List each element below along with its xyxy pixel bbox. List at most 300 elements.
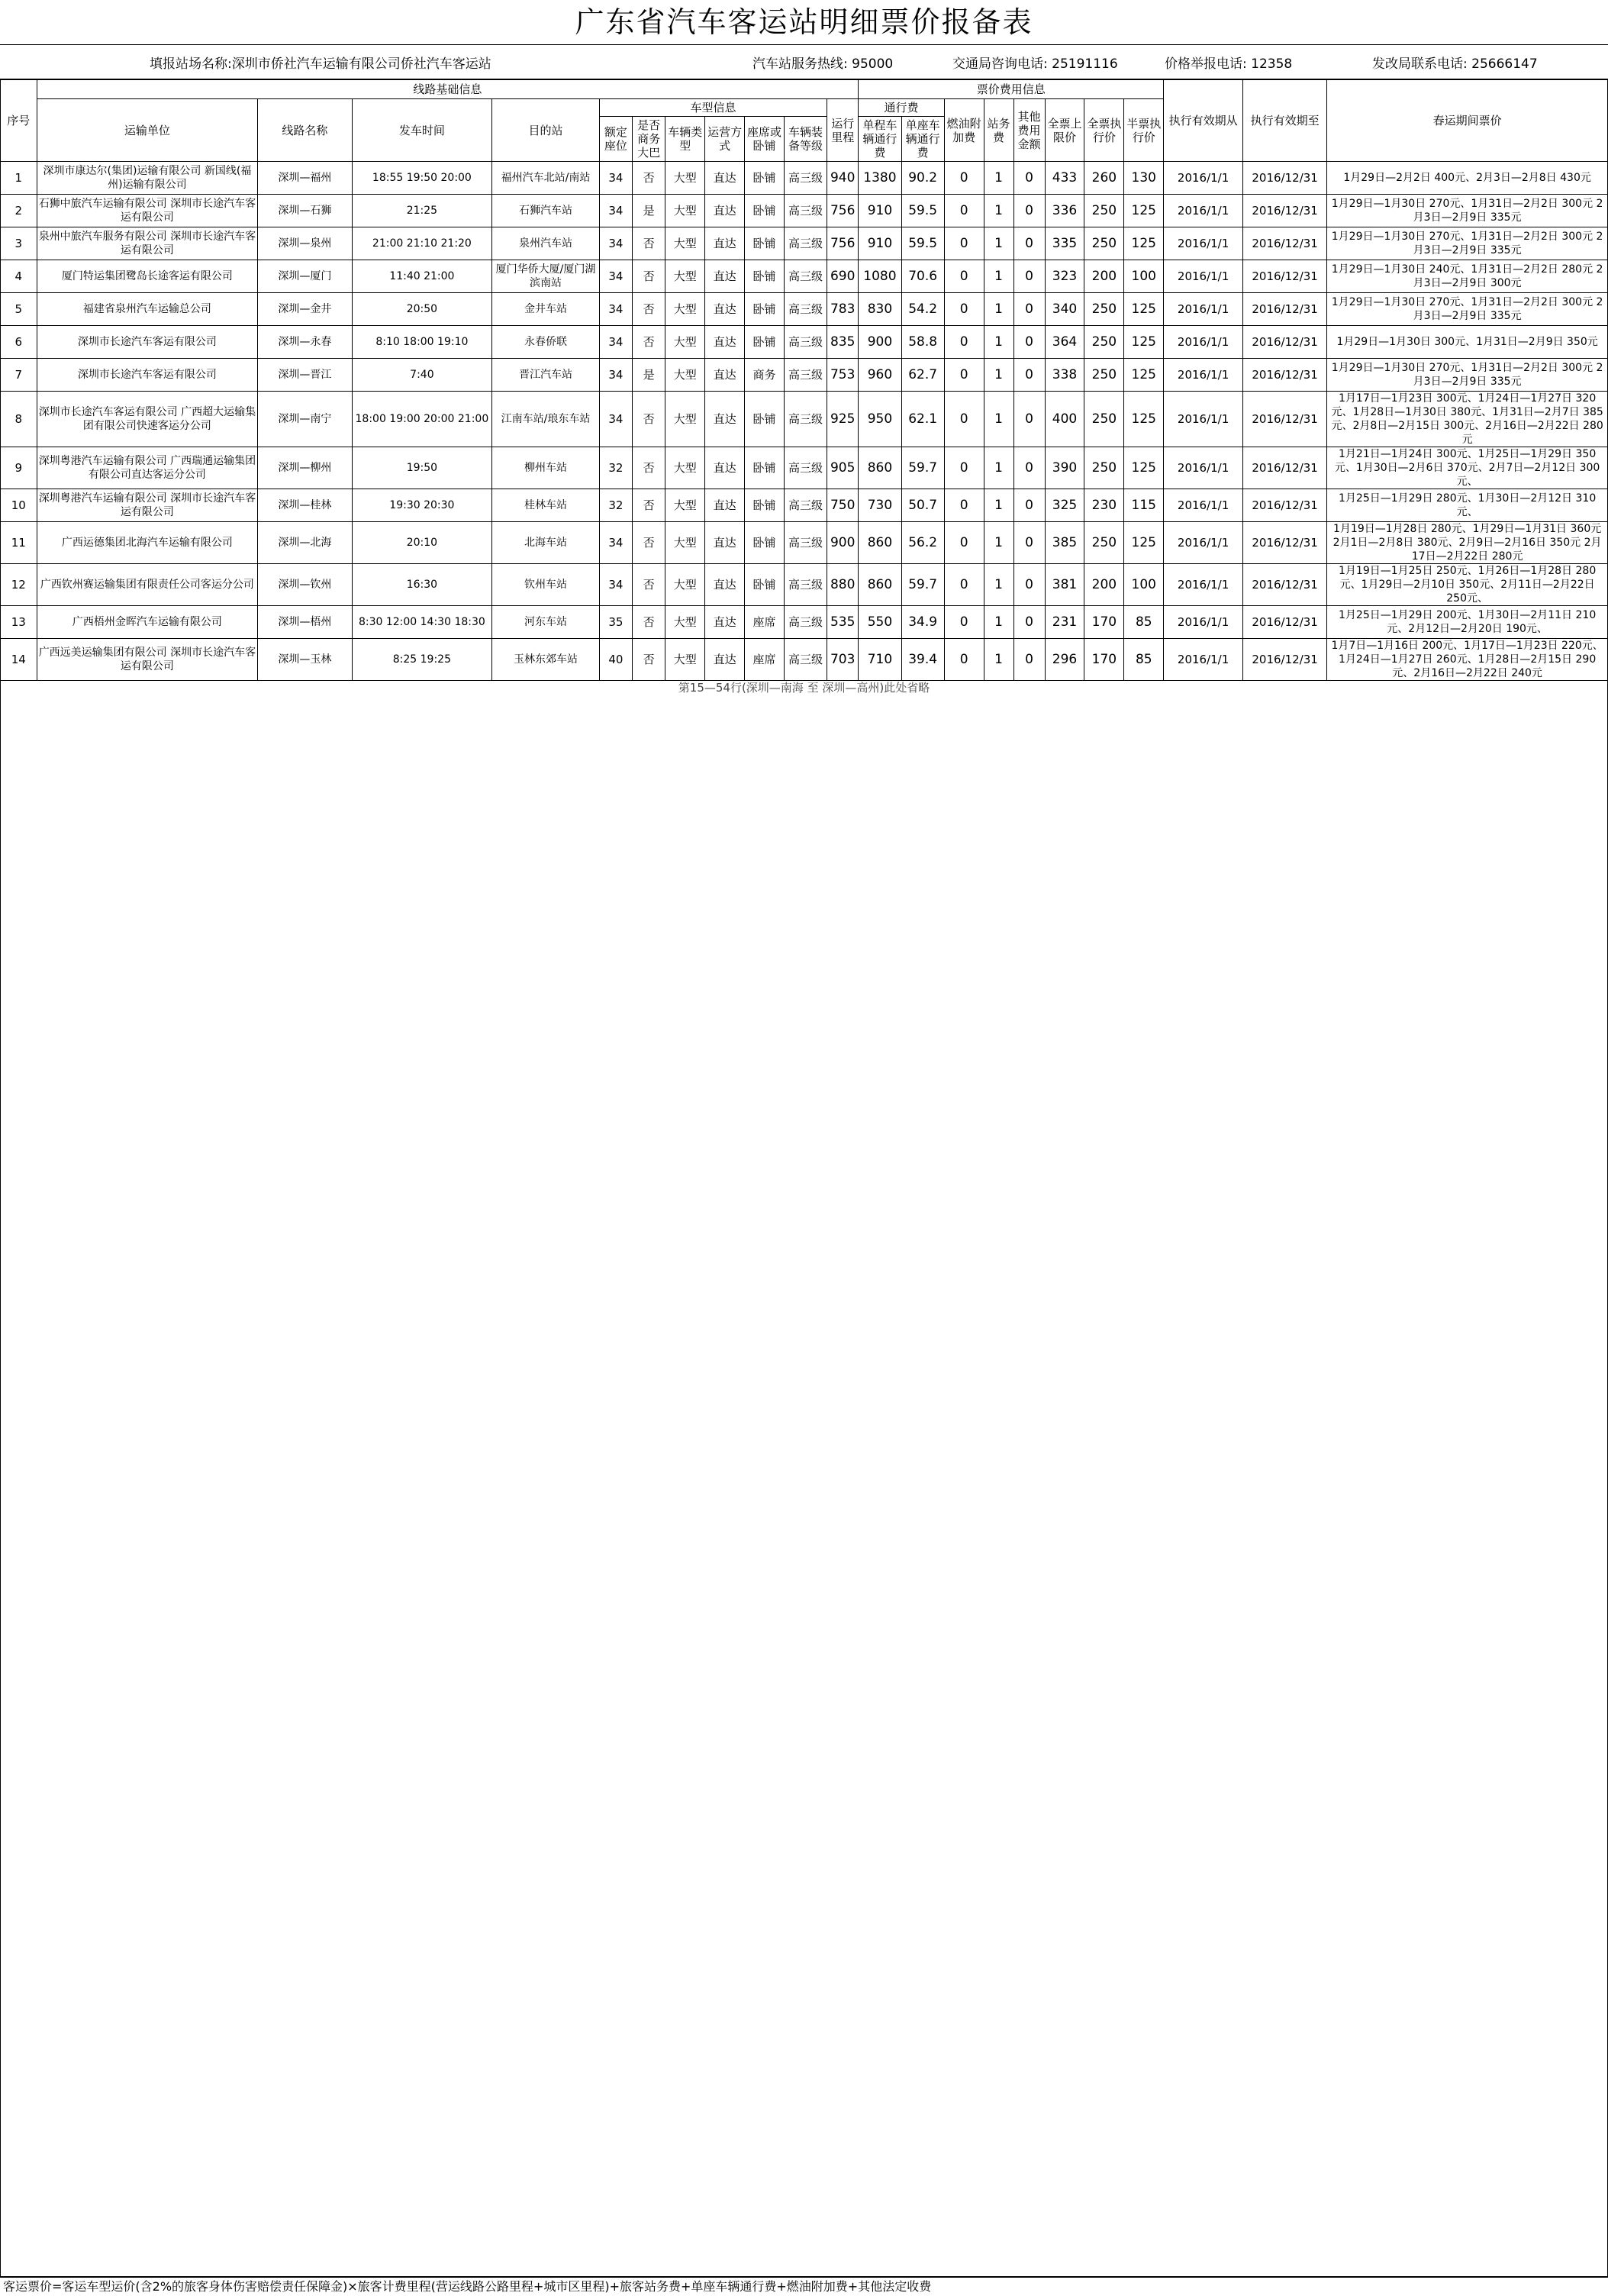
toll_seat-cell: 54.2 xyxy=(901,293,944,326)
toll_single-cell: 730 xyxy=(859,489,901,522)
depart-time-cell: 21:00 21:10 21:20 xyxy=(352,227,492,260)
depart-time-cell: 8:30 12:00 14:30 18:30 xyxy=(352,606,492,639)
vtype-cell: 大型 xyxy=(665,162,705,195)
mode-cell: 直达 xyxy=(705,326,745,359)
half-cell: 125 xyxy=(1124,447,1164,489)
full-cell: 250 xyxy=(1084,447,1124,489)
row-no: 3 xyxy=(1,227,37,260)
toll_single-cell: 860 xyxy=(859,447,901,489)
toll_seat-cell: 56.2 xyxy=(901,522,944,564)
to-cell: 2016/12/31 xyxy=(1242,162,1326,195)
business-cell: 否 xyxy=(633,392,665,447)
page-title: 广东省汽车客运站明细票价报备表 xyxy=(0,0,1608,45)
station-info-bar xyxy=(0,45,1608,79)
operator-cell: 深圳市长途汽车客运有限公司 xyxy=(37,359,258,392)
toll_single-cell: 550 xyxy=(859,606,901,639)
toll_seat-cell: 62.7 xyxy=(901,359,944,392)
route-cell: 深圳—厦门 xyxy=(258,260,352,293)
vtype-cell: 大型 xyxy=(665,359,705,392)
from-cell: 2016/1/1 xyxy=(1164,392,1243,447)
depart-time-cell: 20:50 xyxy=(352,293,492,326)
toll_single-cell: 910 xyxy=(859,195,901,227)
to-cell: 2016/12/31 xyxy=(1242,293,1326,326)
spring-fare-cell: 1月29日—2月2日 400元、2月3日—2月8日 430元 xyxy=(1327,162,1608,195)
seats-cell: 34 xyxy=(599,162,632,195)
fuel-cell: 0 xyxy=(944,606,984,639)
depart-time-cell: 18:00 19:00 20:00 21:00 xyxy=(352,392,492,447)
station-cell: 1 xyxy=(984,260,1013,293)
station-cell: 1 xyxy=(984,227,1013,260)
other-cell: 0 xyxy=(1013,326,1045,359)
seat-cell: 商务 xyxy=(745,359,785,392)
col-fuel: 燃油附加费 xyxy=(944,99,984,162)
destination-cell: 桂林车站 xyxy=(492,489,600,522)
price-report-phone: 价格举报电话: 12358 xyxy=(1165,56,1293,72)
station-cell: 1 xyxy=(984,606,1013,639)
fuel-cell: 0 xyxy=(944,522,984,564)
grade-cell: 高三级 xyxy=(784,564,827,606)
toll_single-cell: 860 xyxy=(859,522,901,564)
toll_seat-cell: 59.5 xyxy=(901,195,944,227)
toll_single-cell: 960 xyxy=(859,359,901,392)
from-cell: 2016/1/1 xyxy=(1164,522,1243,564)
toll_single-cell: 860 xyxy=(859,564,901,606)
table-row xyxy=(1,392,1608,447)
fuel-cell: 0 xyxy=(944,227,984,260)
grade-cell: 高三级 xyxy=(784,359,827,392)
toll_seat-cell: 50.7 xyxy=(901,489,944,522)
vtype-cell: 大型 xyxy=(665,522,705,564)
station-cell: 1 xyxy=(984,489,1013,522)
half-cell: 125 xyxy=(1124,522,1164,564)
toll_single-cell: 950 xyxy=(859,392,901,447)
half-cell: 125 xyxy=(1124,326,1164,359)
col-dest: 目的站 xyxy=(492,99,600,162)
grade-cell: 高三级 xyxy=(784,227,827,260)
destination-cell: 金井车站 xyxy=(492,293,600,326)
station-cell: 1 xyxy=(984,326,1013,359)
from-cell: 2016/1/1 xyxy=(1164,162,1243,195)
distance-cell: 940 xyxy=(827,162,859,195)
station-cell: 1 xyxy=(984,195,1013,227)
full-cell: 200 xyxy=(1084,564,1124,606)
operator-cell: 泉州中旅汽车服务有限公司 深圳市长途汽车客运有限公司 xyxy=(37,227,258,260)
mode-cell: 直达 xyxy=(705,639,745,681)
from-cell: 2016/1/1 xyxy=(1164,260,1243,293)
col-valid-from: 执行有效期从 xyxy=(1164,80,1243,162)
row-no: 12 xyxy=(1,564,37,606)
depart-time-cell: 16:30 xyxy=(352,564,492,606)
seat-cell: 座席 xyxy=(745,639,785,681)
route-cell: 深圳—晋江 xyxy=(258,359,352,392)
depart-time-cell: 21:25 xyxy=(352,195,492,227)
half-cell: 85 xyxy=(1124,639,1164,681)
seats-cell: 32 xyxy=(599,447,632,489)
vtype-cell: 大型 xyxy=(665,392,705,447)
toll_single-cell: 710 xyxy=(859,639,901,681)
operator-cell: 广西梧州金晖汽车运输有限公司 xyxy=(37,606,258,639)
vtype-cell: 大型 xyxy=(665,606,705,639)
to-cell: 2016/12/31 xyxy=(1242,489,1326,522)
operator-cell: 厦门特运集团鹭岛长途客运有限公司 xyxy=(37,260,258,293)
destination-cell: 福州汽车北站/南站 xyxy=(492,162,600,195)
col-no: 序号 xyxy=(1,80,37,162)
depart-time-cell: 11:40 21:00 xyxy=(352,260,492,293)
to-cell: 2016/12/31 xyxy=(1242,359,1326,392)
grade-cell: 高三级 xyxy=(784,162,827,195)
toll_seat-cell: 39.4 xyxy=(901,639,944,681)
row-no: 10 xyxy=(1,489,37,522)
destination-cell: 泉州汽车站 xyxy=(492,227,600,260)
station-cell: 1 xyxy=(984,293,1013,326)
spring-fare-cell: 1月19日—1月25日 250元、1月26日—1月28日 280元、1月29日—2月10日 350元、2月11日—2月22日 250元、 xyxy=(1327,564,1608,606)
row-no: 1 xyxy=(1,162,37,195)
destination-cell: 玉林东郊车站 xyxy=(492,639,600,681)
station-hotline: 汽车站服务热线: 95000 xyxy=(752,56,894,72)
grade-cell: 高三级 xyxy=(784,639,827,681)
fuel-cell: 0 xyxy=(944,489,984,522)
other-cell: 0 xyxy=(1013,260,1045,293)
business-cell: 否 xyxy=(633,162,665,195)
seat-cell: 座席 xyxy=(745,606,785,639)
destination-cell: 石狮汽车站 xyxy=(492,195,600,227)
toll_single-cell: 910 xyxy=(859,227,901,260)
from-cell: 2016/1/1 xyxy=(1164,359,1243,392)
grade-cell: 高三级 xyxy=(784,606,827,639)
fuel-cell: 0 xyxy=(944,447,984,489)
col-seats: 额定座位 xyxy=(599,117,632,162)
fuel-cell: 0 xyxy=(944,293,984,326)
seat-cell: 卧铺 xyxy=(745,293,785,326)
route-cell: 深圳—柳州 xyxy=(258,447,352,489)
spring-fare-cell: 1月25日—1月29日 200元、1月30日—2月11日 210元、2月12日—2月20日 190元、 xyxy=(1327,606,1608,639)
mode-cell: 直达 xyxy=(705,260,745,293)
destination-cell: 永春侨联 xyxy=(492,326,600,359)
col-toll-single: 单程车辆通行费 xyxy=(859,117,901,162)
from-cell: 2016/1/1 xyxy=(1164,195,1243,227)
to-cell: 2016/12/31 xyxy=(1242,447,1326,489)
half-cell: 85 xyxy=(1124,606,1164,639)
table-row xyxy=(1,326,1608,359)
destination-cell: 江南车站/琅东车站 xyxy=(492,392,600,447)
business-cell: 否 xyxy=(633,522,665,564)
seat-cell: 卧铺 xyxy=(745,522,785,564)
route-cell: 深圳—玉林 xyxy=(258,639,352,681)
station-cell: 1 xyxy=(984,564,1013,606)
reform-bureau-phone: 发改局联系电话: 25666147 xyxy=(1372,56,1538,72)
full-cell: 250 xyxy=(1084,522,1124,564)
fuel-cell: 0 xyxy=(944,392,984,447)
table-row xyxy=(1,606,1608,639)
business-cell: 否 xyxy=(633,326,665,359)
toll_seat-cell: 59.7 xyxy=(901,564,944,606)
business-cell: 否 xyxy=(633,489,665,522)
half-cell: 100 xyxy=(1124,260,1164,293)
vtype-cell: 大型 xyxy=(665,293,705,326)
spring-fare-cell: 1月7日—1月16日 200元、1月17日—1月23日 220元、1月24日—1月27日 260元、1月28日—2月15日 290元、2月16日—2月22日 240元 xyxy=(1327,639,1608,681)
row-no: 7 xyxy=(1,359,37,392)
table-row xyxy=(1,227,1608,260)
route-cell: 深圳—金井 xyxy=(258,293,352,326)
route-cell: 深圳—梧州 xyxy=(258,606,352,639)
table-row xyxy=(1,639,1608,681)
distance-cell: 880 xyxy=(827,564,859,606)
seats-cell: 34 xyxy=(599,522,632,564)
limit-cell: 338 xyxy=(1045,359,1084,392)
distance-cell: 535 xyxy=(827,606,859,639)
seats-cell: 35 xyxy=(599,606,632,639)
business-cell: 否 xyxy=(633,447,665,489)
full-cell: 170 xyxy=(1084,606,1124,639)
other-cell: 0 xyxy=(1013,639,1045,681)
business-cell: 否 xyxy=(633,606,665,639)
fuel-cell: 0 xyxy=(944,162,984,195)
seat-cell: 卧铺 xyxy=(745,447,785,489)
vtype-cell: 大型 xyxy=(665,227,705,260)
col-distance: 运行里程 xyxy=(827,99,859,162)
toll_seat-cell: 62.1 xyxy=(901,392,944,447)
spring-fare-cell: 1月29日—1月30日 300元、1月31日—2月9日 350元 xyxy=(1327,326,1608,359)
mode-cell: 直达 xyxy=(705,195,745,227)
other-cell: 0 xyxy=(1013,392,1045,447)
half-cell: 125 xyxy=(1124,359,1164,392)
other-cell: 0 xyxy=(1013,195,1045,227)
destination-cell: 北海车站 xyxy=(492,522,600,564)
half-cell: 115 xyxy=(1124,489,1164,522)
group-vehicle: 车型信息 xyxy=(599,99,827,117)
row-no: 14 xyxy=(1,639,37,681)
station-name: 填报站场名称:深圳市侨社汽车运输有限公司侨社汽车客运站 xyxy=(150,56,491,72)
half-cell: 125 xyxy=(1124,392,1164,447)
distance-cell: 756 xyxy=(827,195,859,227)
operator-cell: 广西钦州赛运输集团有限责任公司客运分公司 xyxy=(37,564,258,606)
full-cell: 250 xyxy=(1084,392,1124,447)
half-cell: 125 xyxy=(1124,227,1164,260)
toll_seat-cell: 59.7 xyxy=(901,447,944,489)
table-row xyxy=(1,293,1608,326)
limit-cell: 231 xyxy=(1045,606,1084,639)
business-cell: 否 xyxy=(633,260,665,293)
distance-cell: 690 xyxy=(827,260,859,293)
fare-formula-note: 客运票价=客运车型运价(含2%的旅客身体伤害赔偿责任保障金)×旅客计费里程(营运线路公路里程+城市区里程)+旅客站务费+单座车辆通行费+燃油附加费+其他法定收费 xyxy=(0,2277,1608,2296)
seat-cell: 卧铺 xyxy=(745,564,785,606)
spring-fare-cell: 1月17日—1月23日 300元、1月24日—1月27日 320元、1月28日—1月30日 380元、1月31日—2月7日 385元、2月8日—2月15日 300元、2月16日—2月22日 280元 xyxy=(1327,392,1608,447)
group-fare-info: 票价费用信息 xyxy=(859,80,1164,99)
to-cell: 2016/12/31 xyxy=(1242,227,1326,260)
from-cell: 2016/1/1 xyxy=(1164,326,1243,359)
from-cell: 2016/1/1 xyxy=(1164,293,1243,326)
col-toll-seat: 单座车辆通行费 xyxy=(901,117,944,162)
toll_seat-cell: 90.2 xyxy=(901,162,944,195)
limit-cell: 323 xyxy=(1045,260,1084,293)
spring-fare-cell: 1月25日—1月29日 280元、1月30日—2月12日 310元、 xyxy=(1327,489,1608,522)
col-half: 半票执行价 xyxy=(1124,99,1164,162)
table-row xyxy=(1,522,1608,564)
spring-fare-cell: 1月29日—1月30日 270元、1月31日—2月2日 300元 2月3日—2月9日 335元 xyxy=(1327,293,1608,326)
limit-cell: 433 xyxy=(1045,162,1084,195)
row-no: 4 xyxy=(1,260,37,293)
business-cell: 否 xyxy=(633,564,665,606)
grade-cell: 高三级 xyxy=(784,392,827,447)
business-cell: 是 xyxy=(633,359,665,392)
vtype-cell: 大型 xyxy=(665,639,705,681)
col-station-fee: 站务费 xyxy=(984,99,1013,162)
seat-cell: 卧铺 xyxy=(745,227,785,260)
full-cell: 250 xyxy=(1084,227,1124,260)
toll_single-cell: 1380 xyxy=(859,162,901,195)
operator-cell: 深圳粤港汽车运输有限公司 深圳市长途汽车客运有限公司 xyxy=(37,489,258,522)
other-cell: 0 xyxy=(1013,162,1045,195)
seats-cell: 34 xyxy=(599,195,632,227)
route-cell: 深圳—南宁 xyxy=(258,392,352,447)
from-cell: 2016/1/1 xyxy=(1164,564,1243,606)
distance-cell: 753 xyxy=(827,359,859,392)
fuel-cell: 0 xyxy=(944,564,984,606)
destination-cell: 厦门华侨大厦/厦门湖滨南站 xyxy=(492,260,600,293)
col-grade: 车辆装备等级 xyxy=(784,117,827,162)
distance-cell: 925 xyxy=(827,392,859,447)
route-cell: 深圳—永春 xyxy=(258,326,352,359)
station-cell: 1 xyxy=(984,639,1013,681)
operator-cell: 广西远美运输集团有限公司 深圳市长途汽车客运有限公司 xyxy=(37,639,258,681)
seat-cell: 卧铺 xyxy=(745,326,785,359)
grade-cell: 高三级 xyxy=(784,447,827,489)
spring-fare-cell: 1月19日—1月28日 280元、1月29日—1月31日 360元 2月1日—2月8日 380元、2月9日—2月16日 350元 2月17日—2月22日 280元 xyxy=(1327,522,1608,564)
toll_seat-cell: 70.6 xyxy=(901,260,944,293)
distance-cell: 783 xyxy=(827,293,859,326)
to-cell: 2016/12/31 xyxy=(1242,639,1326,681)
depart-time-cell: 19:50 xyxy=(352,447,492,489)
half-cell: 100 xyxy=(1124,564,1164,606)
fuel-cell: 0 xyxy=(944,260,984,293)
destination-cell: 柳州车站 xyxy=(492,447,600,489)
to-cell: 2016/12/31 xyxy=(1242,522,1326,564)
toll_single-cell: 830 xyxy=(859,293,901,326)
seats-cell: 34 xyxy=(599,564,632,606)
table-row xyxy=(1,564,1608,606)
spring-fare-cell: 1月29日—1月30日 270元、1月31日—2月2日 300元 2月3日—2月9日 335元 xyxy=(1327,359,1608,392)
row-no: 5 xyxy=(1,293,37,326)
seats-cell: 34 xyxy=(599,326,632,359)
seats-cell: 34 xyxy=(599,260,632,293)
from-cell: 2016/1/1 xyxy=(1164,489,1243,522)
depart-time-cell: 7:40 xyxy=(352,359,492,392)
mode-cell: 直达 xyxy=(705,447,745,489)
seat-cell: 卧铺 xyxy=(745,162,785,195)
row-no: 13 xyxy=(1,606,37,639)
row-no: 8 xyxy=(1,392,37,447)
operator-cell: 深圳粤港汽车运输有限公司 广西瑞通运输集团有限公司直达客运分公司 xyxy=(37,447,258,489)
limit-cell: 385 xyxy=(1045,522,1084,564)
business-cell: 是 xyxy=(633,195,665,227)
full-cell: 170 xyxy=(1084,639,1124,681)
grade-cell: 高三级 xyxy=(784,195,827,227)
to-cell: 2016/12/31 xyxy=(1242,606,1326,639)
table-row xyxy=(1,359,1608,392)
operator-cell: 深圳市长途汽车客运有限公司 广西超大运输集团有限公司快速客运分公司 xyxy=(37,392,258,447)
mode-cell: 直达 xyxy=(705,392,745,447)
mode-cell: 直达 xyxy=(705,489,745,522)
table-row xyxy=(1,260,1608,293)
route-cell: 深圳—石狮 xyxy=(258,195,352,227)
depart-time-cell: 8:25 19:25 xyxy=(352,639,492,681)
mode-cell: 直达 xyxy=(705,162,745,195)
col-seat-type: 座席或卧铺 xyxy=(745,117,785,162)
full-cell: 250 xyxy=(1084,326,1124,359)
seats-cell: 34 xyxy=(599,392,632,447)
grade-cell: 高三级 xyxy=(784,293,827,326)
grade-cell: 高三级 xyxy=(784,260,827,293)
from-cell: 2016/1/1 xyxy=(1164,447,1243,489)
row-no: 11 xyxy=(1,522,37,564)
grade-cell: 高三级 xyxy=(784,489,827,522)
seats-cell: 40 xyxy=(599,639,632,681)
depart-time-cell: 8:10 18:00 19:10 xyxy=(352,326,492,359)
table-row xyxy=(1,489,1608,522)
fare-rows xyxy=(1,162,1608,681)
limit-cell: 336 xyxy=(1045,195,1084,227)
to-cell: 2016/12/31 xyxy=(1242,260,1326,293)
mode-cell: 直达 xyxy=(705,522,745,564)
full-cell: 250 xyxy=(1084,359,1124,392)
to-cell: 2016/12/31 xyxy=(1242,195,1326,227)
col-vtype: 车辆类型 xyxy=(665,117,705,162)
col-spring-fare: 春运期间票价 xyxy=(1327,80,1608,162)
distance-cell: 756 xyxy=(827,227,859,260)
seat-cell: 卧铺 xyxy=(745,392,785,447)
route-cell: 深圳—北海 xyxy=(258,522,352,564)
operator-cell: 石狮中旅汽车运输有限公司 深圳市长途汽车客运有限公司 xyxy=(37,195,258,227)
row-no: 6 xyxy=(1,326,37,359)
from-cell: 2016/1/1 xyxy=(1164,606,1243,639)
destination-cell: 河东车站 xyxy=(492,606,600,639)
distance-cell: 750 xyxy=(827,489,859,522)
route-cell: 深圳—桂林 xyxy=(258,489,352,522)
other-cell: 0 xyxy=(1013,447,1045,489)
toll_seat-cell: 59.5 xyxy=(901,227,944,260)
mode-cell: 直达 xyxy=(705,359,745,392)
full-cell: 260 xyxy=(1084,162,1124,195)
limit-cell: 325 xyxy=(1045,489,1084,522)
vtype-cell: 大型 xyxy=(665,195,705,227)
destination-cell: 晋江汽车站 xyxy=(492,359,600,392)
spring-fare-cell: 1月29日—1月30日 270元、1月31日—2月2日 300元 2月3日—2月9日 335元 xyxy=(1327,227,1608,260)
limit-cell: 340 xyxy=(1045,293,1084,326)
col-mode: 运营方式 xyxy=(705,117,745,162)
business-cell: 否 xyxy=(633,227,665,260)
from-cell: 2016/1/1 xyxy=(1164,639,1243,681)
mode-cell: 直达 xyxy=(705,564,745,606)
vtype-cell: 大型 xyxy=(665,489,705,522)
to-cell: 2016/12/31 xyxy=(1242,326,1326,359)
fuel-cell: 0 xyxy=(944,195,984,227)
vtype-cell: 大型 xyxy=(665,564,705,606)
station-cell: 1 xyxy=(984,447,1013,489)
distance-cell: 703 xyxy=(827,639,859,681)
spring-fare-cell: 1月29日—1月30日 270元、1月31日—2月2日 300元 2月3日—2月9日 335元 xyxy=(1327,195,1608,227)
seats-cell: 34 xyxy=(599,293,632,326)
group-toll: 通行费 xyxy=(859,99,944,117)
other-cell: 0 xyxy=(1013,227,1045,260)
spring-fare-cell: 1月29日—1月30日 240元、1月31日—2月2日 280元 2月3日—2月9日 300元 xyxy=(1327,260,1608,293)
mode-cell: 直达 xyxy=(705,293,745,326)
vtype-cell: 大型 xyxy=(665,326,705,359)
operator-cell: 福建省泉州汽车运输总公司 xyxy=(37,293,258,326)
seat-cell: 卧铺 xyxy=(745,260,785,293)
grade-cell: 高三级 xyxy=(784,522,827,564)
fare-table xyxy=(0,79,1608,2277)
depart-time-cell: 18:55 19:50 20:00 xyxy=(352,162,492,195)
